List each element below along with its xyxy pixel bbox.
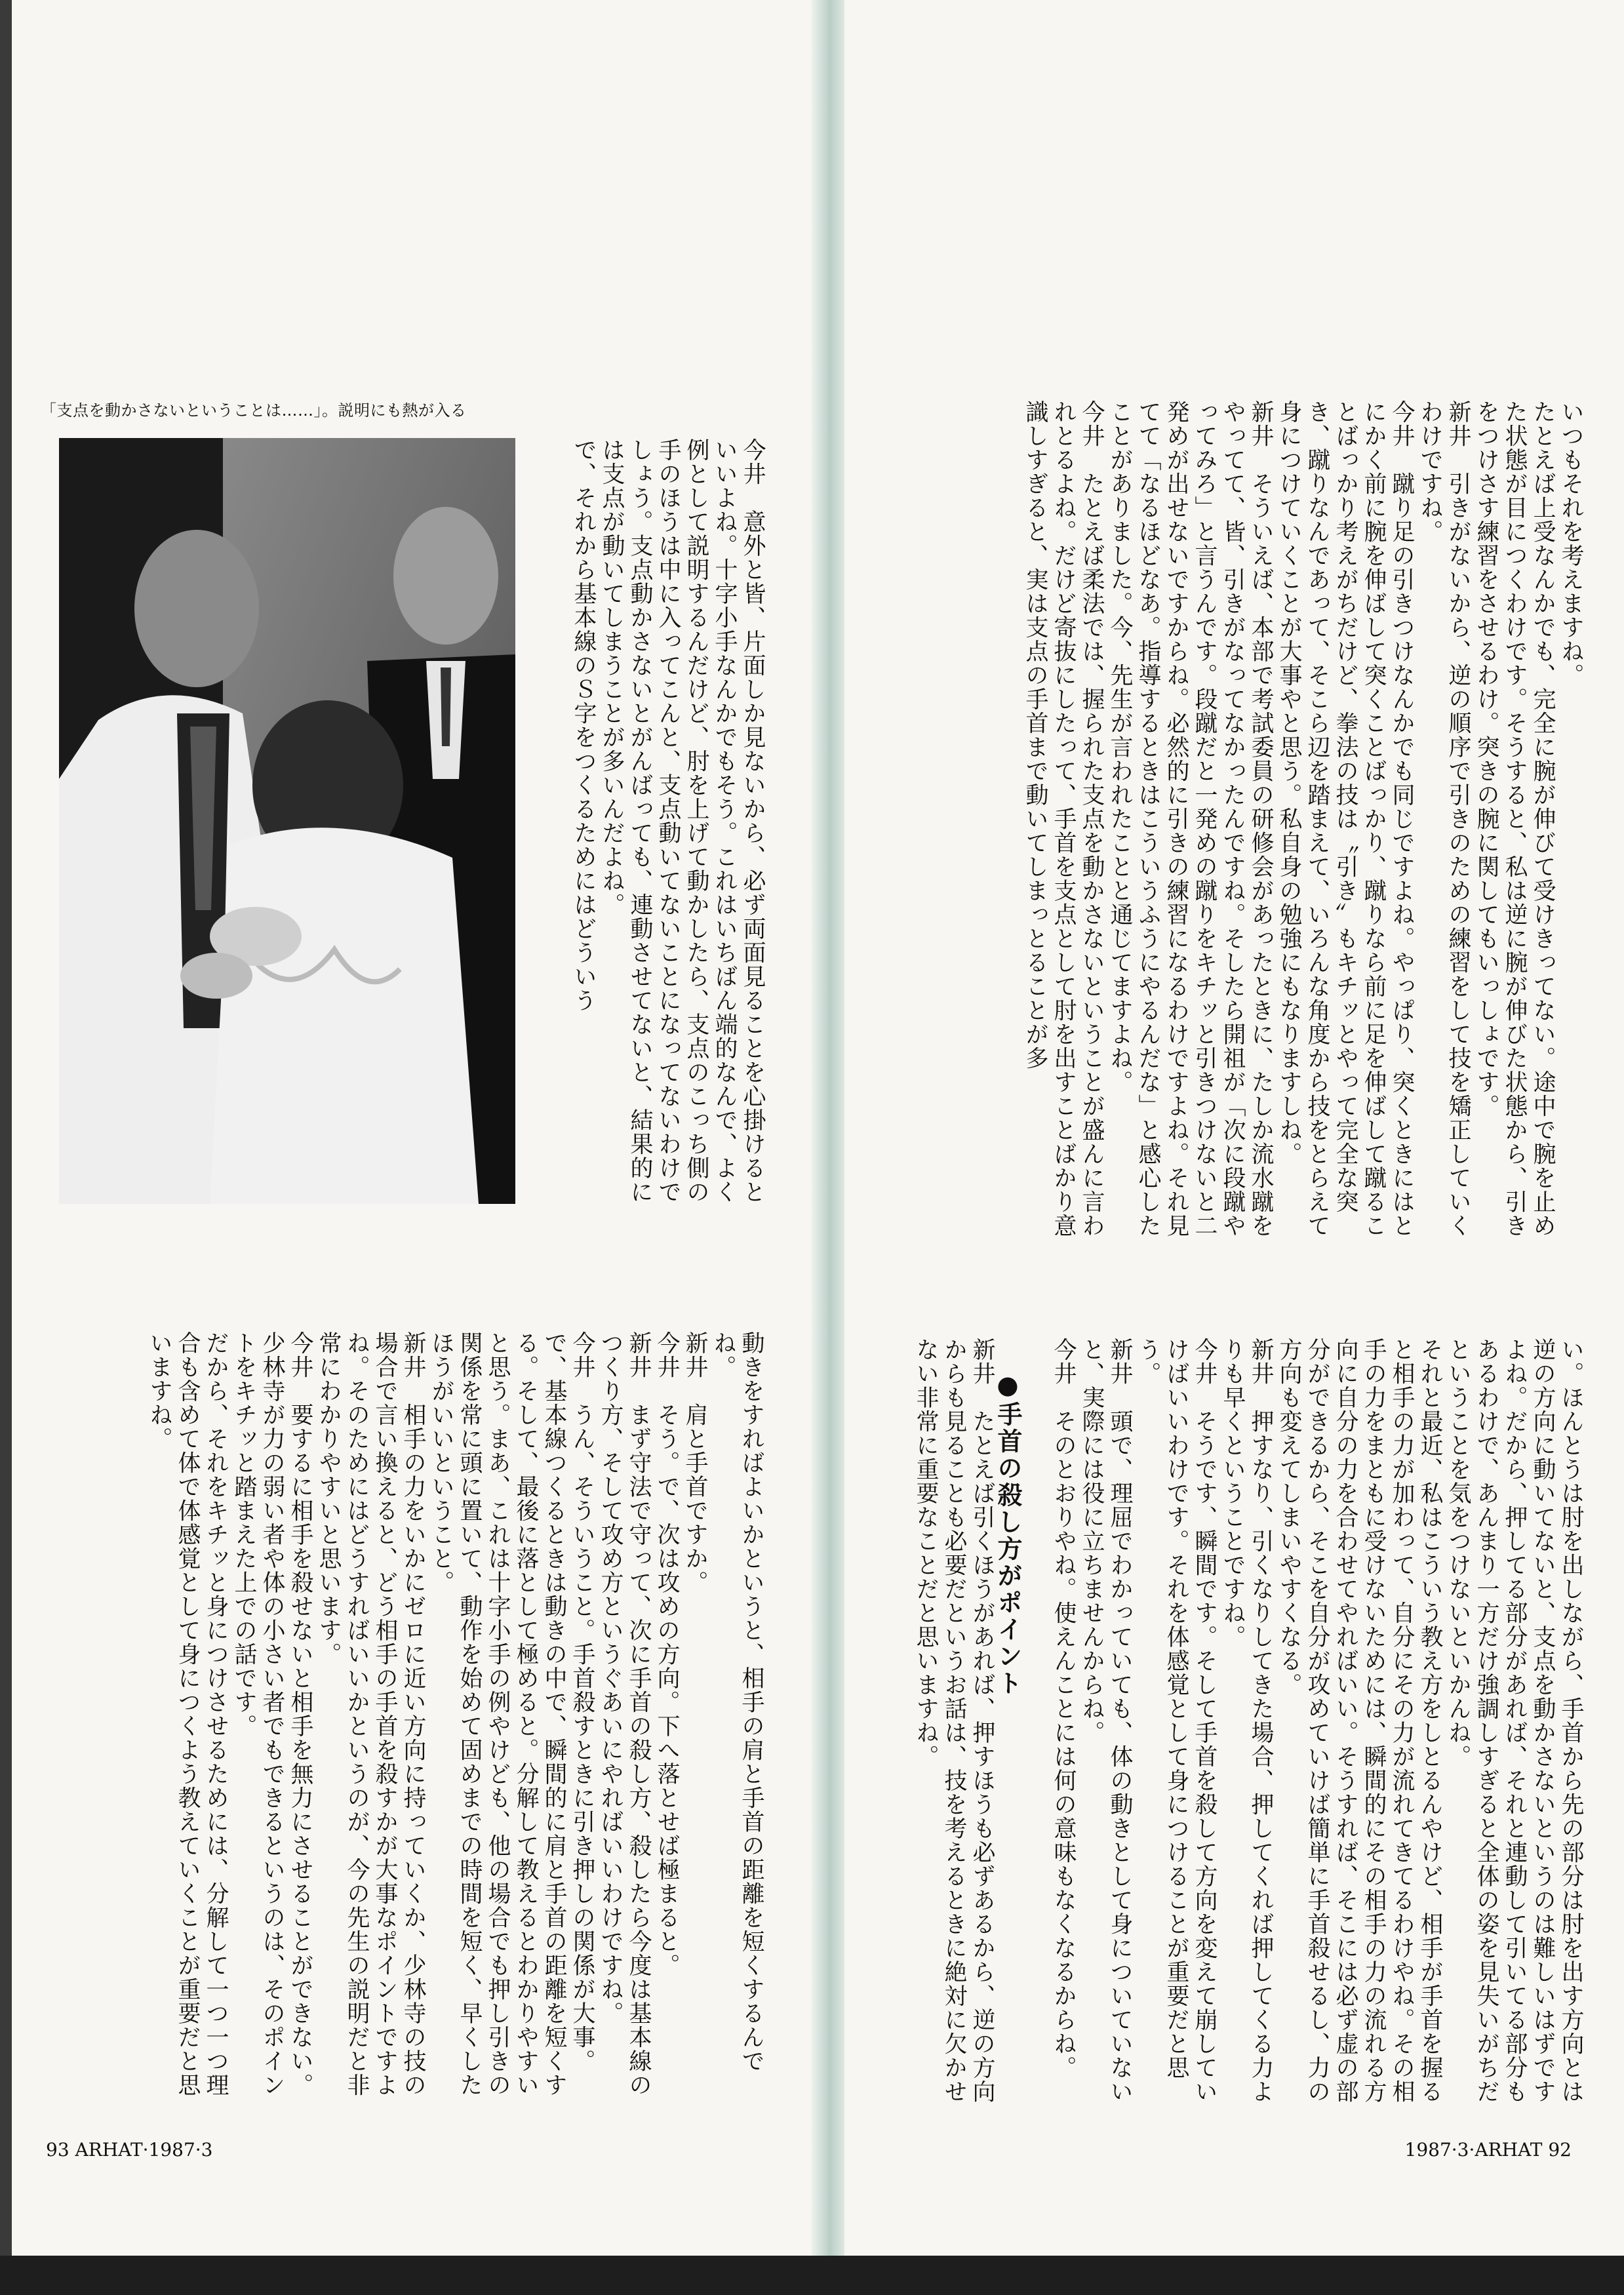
- right-lower-text: い。ほんとうは肘を出しながら、手首から先の部分は肘を出す方向とは逆の方向に動いてないと、支点を動かさないというのは難しいはずですよね。だから、押してる部分があれば、それと連動して引いてる部分もあるわけで、あんまり一方だけ強調しすぎると全体の姿を見失いがちだということを気をつけないといかんね。 それと最近、私はこういう教え方をしとるんやけど、相手が手首を握ると相手の力が加わって、自分にその力が流れてきてるわけやね。その相手の力をまともに受けないためには、瞬間的にその相手の力の流れる方向に自分の力を合わせてやればいい。そうすれば、そこには必ず虚の部分ができるから、そこを自分が攻めていけば簡単に手首殺せるし、力の方向も変えてしまいやすくなる。 新井 押すなり、引くなりしてきた場合、押してくれば押してくる力よりも早くということですね。 今井 そうです、瞬間です。そして手首を殺して方向を変えて崩していけばいいわけです。それを体感覚として身につけることが重要だと思う。 新井 頭で、理屈でわかっていても、体の動きとして身についていないと、実際には役に立ちませんからね。 今井 そのとおりやね。使えんことには何の意味もなくなるからね。: [1050, 1338, 1584, 2104]
- section-heading: ●手首の殺し方がポイント: [993, 1370, 1022, 1697]
- page-edge-shadow: [0, 0, 12, 2256]
- left-folio: 93 ARHAT·1987·3: [46, 2139, 213, 2161]
- book-spine: [812, 0, 844, 2256]
- photo-illustration: [59, 438, 515, 1204]
- right-upper-text: いつもそれを考えますね。 たとえば上受なんかでも、完全に腕が伸びて受けきってない。途中で腕を止めた状態が目につくわけです。そうすると、私は逆に腕が伸びた状態から、引きをつけさす練習をさせるわけ。突きの腕に関してもいっしょです。 新井 引きがないから、逆の順序で引きのための練習をして技を矯正していくわけですね。 今井 蹴り足の引きつけなんかでも同じですよね。やっぱり、突くときにはとにかく前に腕を伸ばして突くことばっかり、蹴りなら前に足を伸ばして蹴ることばっかり考えがちだけど、拳法の技は〝引き〟もキチッとやって完全な突き、蹴りなんであって、そこら辺を踏まえて、いろんな角度から技をとらえて身につけていくことが大事やと思う。私自身の勉強にもなりますしね。 新井 そういえば、本部で考試委員の研修会があったときに、たしか流水蹴をやってて、皆、引きがなってなかったんですね。そしたら開祖が「次に段蹴やってみろ」と言うんです。段蹴だと一発めの蹴りをキチッと引きつけないと二発めが出せないですからね。必然的に引きの練習になるわけですよね。それ見てて「なるほどなあ。指導するときはこういうふうにやるんだな」と感心したことがありました。今、先生が言われたことと通じてますよね。 今井 たとえば柔法では、握られた支点を動かさないということが盛んに言われとるよね。だけど寄抜にしたって、手首を支点として肘を出すことばかり意識しすぎると、実は支点の手首まで動いてしまっとることが多: [1022, 400, 1584, 1238]
- left-upper-text: 今井 意外と皆、片面しか見ないから、必ず両面見ることを心掛けるといいよね。十字小手なんかでもそう。これはいちばん端的なんで、よく例として説明するんだけど、肘を上げて動かしたら、支点のこっち側の手のほうは中に入ってこんと、支点動いてないことになってないわけでしょう。支点動かさないとがんばっても、連動させてないと、結果的には支点が動いてしまうことが多いんだよね。 で、それから基本線のＳ字をつくるためにはどういう: [570, 438, 766, 1204]
- photo-caption: 「支点を動かさないということは……」。説明にも熱が入る: [41, 401, 467, 420]
- left-lower-text: 動きをすればよいかというと、相手の肩と手首の距離を短くするんでね。 新井 肩と手首ですか。 今井 そう。で、次は攻めの方向。下へ落とせば極まると。 新井 まず守法で守って、次に手首の殺し方、殺したら今度は基本線のつくり方、そして攻め方というぐあいにやればいいわけですね。 今井 うん、そういうこと。手首殺すときに引き押しの関係が大事。で、基本線つくるときは動きの中で、瞬間的に肩と手首の距離を短くする。そして、最後に落として極めると。分解して教えるとわかりやすいと思う。まあ、これは十字小手の例やけども、他の場合でも押し引きの関係を常に頭に置いて、動作を始めて固めまでの時間を短く、早くしたほうがいいということ。 新井 相手の力をいかにゼロに近い方向に持っていくか、少林寺の技の場合で言い換えると、どう相手の手首を殺すかが大事なポイントですよね。そのためにはどうすればいいかというのが、今の先生の説明だと非常にわかりやすいと思います。 今井 要するに相手を殺せないと相手を無力にさせることができない。少林寺が力の弱い者や体の小さい者でもできるというのは、そのポイントをキチッと踏まえた上での話です。 だから、それをキチッと身につけさせるためには、分解して一つ一つ理合も含めて体で体感覚として身につくよう教えていくことが重要だと思いますね。: [146, 1331, 764, 2097]
- interview-photo: [59, 438, 515, 1204]
- right-folio: 1987·3·ARHAT 92: [1404, 2139, 1572, 2161]
- scan-bottom-edge: [0, 2256, 1624, 2295]
- right-after-heading-text: 新井 たとえば引くほうがあれば、押すほうも必ずあるから、逆の方向からも見ることも必要だというお話は、技を考えるときに絶対に欠かせない非常に重要なことだと思いますね。: [913, 1338, 995, 2104]
